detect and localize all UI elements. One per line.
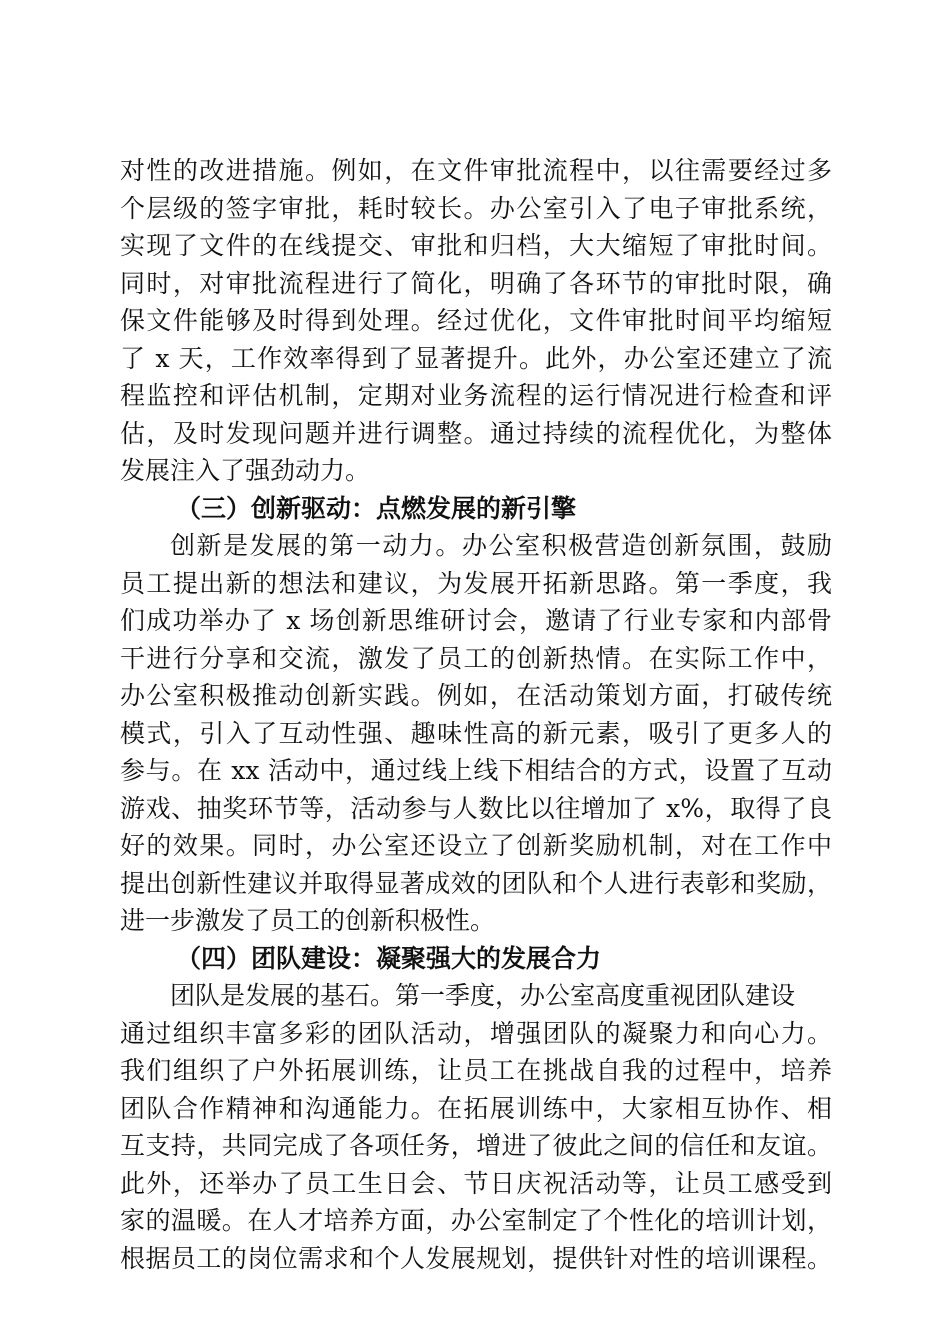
paragraph-line: 估，及时发现问题并进行调整。通过持续的流程优化，为整体	[120, 418, 832, 448]
section-heading-innovation: （三）创新驱动：点燃发展的新引擎	[176, 493, 577, 523]
paragraph-line: 个层级的签字审批，耗时较长。办公室引入了电子审批系统，	[120, 193, 832, 223]
paragraph-line: 互支持，共同完成了各项任务，增进了彼此之间的信任和友谊。	[120, 1131, 832, 1160]
paragraph-line: 对性的改进措施。例如，在文件审批流程中，以往需要经过多	[120, 156, 832, 185]
paragraph-line: 提出创新性建议并取得显著成效的团队和个人进行表彰和奖励，	[120, 868, 832, 898]
document-body	[120, 152, 832, 1277]
paragraph-line: 干进行分享和交流，激发了员工的创新热情。在实际工作中，	[120, 643, 832, 673]
paragraph-line: 团队是发展的基石。第一季度，办公室高度重视团队建设	[170, 981, 796, 1010]
paragraph-line: 我们组织了户外拓展训练，让员工在挑战自我的过程中，培养	[120, 1056, 832, 1085]
paragraph-line: 发展注入了强劲动力。	[120, 456, 371, 485]
paragraph-line: 了 x 天，工作效率得到了显著提升。此外，办公室还建立了流	[120, 343, 832, 373]
paragraph-line: 根据员工的岗位需求和个人发展规划，提供针对性的培训课程。	[120, 1243, 832, 1273]
paragraph-line: 模式，引入了互动性强、趣味性高的新元素，吸引了更多人的	[120, 718, 832, 748]
paragraph-line: 此外，还举办了员工生日会、节日庆祝活动等，让员工感受到	[120, 1168, 832, 1198]
paragraph-line: 游戏、抽奖环节等，活动参与人数比以往增加了 x%，取得了良	[120, 793, 832, 823]
paragraph-line: 员工提出新的想法和建议，为发展开拓新思路。第一季度，我	[120, 568, 832, 598]
paragraph-line: 保文件能够及时得到处理。经过优化，文件审批时间平均缩短	[120, 306, 832, 335]
paragraph-line: 程监控和评估机制，定期对业务流程的运行情况进行检查和评	[120, 381, 832, 410]
paragraph-line: 参与。在 xx 活动中，通过线上线下相结合的方式，设置了互动	[120, 756, 832, 785]
paragraph-line: 进一步激发了员工的创新积极性。	[120, 906, 496, 935]
paragraph-line: 同时，对审批流程进行了简化，明确了各环节的审批时限，确	[120, 268, 832, 298]
paragraph-line: 实现了文件的在线提交、审批和归档，大大缩短了审批时间。	[120, 231, 832, 260]
paragraph-line: 家的温暖。在人才培养方面，办公室制定了个性化的培训计划，	[120, 1206, 832, 1235]
paragraph-line: 们成功举办了 x 场创新思维研讨会，邀请了行业专家和内部骨	[120, 606, 832, 635]
paragraph-line: 团队合作精神和沟通能力。在拓展训练中，大家相互协作、相	[120, 1093, 832, 1123]
paragraph-line: 好的效果。同时，办公室还设立了创新奖励机制，对在工作中	[120, 831, 832, 860]
paragraph-line: 创新是发展的第一动力。办公室积极营造创新氛围，鼓励	[170, 531, 832, 560]
paragraph-line: 通过组织丰富多彩的团队活动，增强团队的凝聚力和向心力。	[120, 1018, 832, 1048]
section-heading-team-building: （四）团队建设：凝聚强大的发展合力	[176, 943, 602, 973]
paragraph-line: 办公室积极推动创新实践。例如，在活动策划方面，打破传统	[120, 681, 832, 710]
